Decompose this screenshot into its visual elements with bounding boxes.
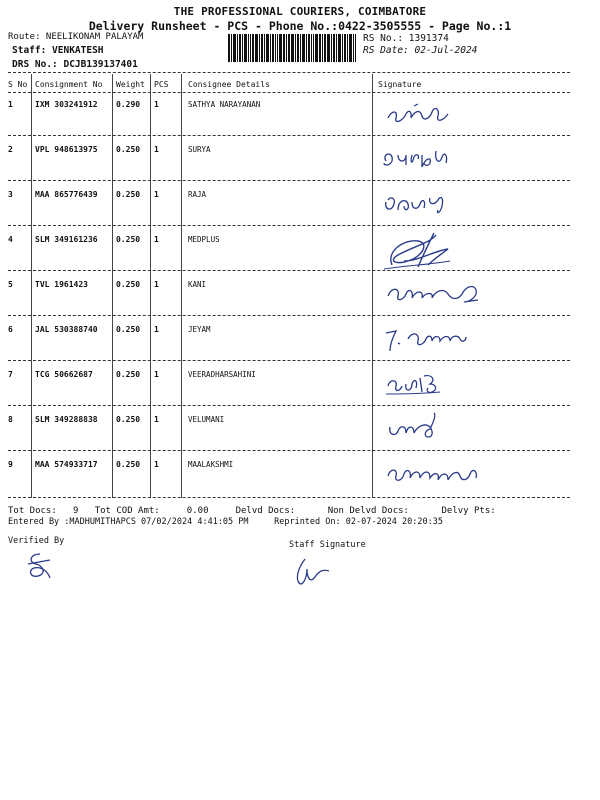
row-consignment: SLM 349161236 bbox=[35, 235, 98, 244]
row-divider bbox=[8, 405, 570, 406]
staff-label: Staff: VENKATESH bbox=[12, 45, 104, 56]
handwritten-signature bbox=[378, 182, 528, 222]
row-divider bbox=[8, 270, 570, 271]
route-label: Route: NEELIKONAM PALAYAM bbox=[8, 32, 144, 42]
row-weight: 0.250 bbox=[116, 280, 141, 289]
row-sno: 6 bbox=[8, 325, 13, 334]
handwritten-signature bbox=[378, 229, 528, 273]
row-pcs: 1 bbox=[154, 460, 159, 469]
row-divider bbox=[8, 450, 570, 451]
row-divider bbox=[8, 135, 570, 136]
row-sno: 4 bbox=[8, 235, 13, 244]
row-weight: 0.250 bbox=[116, 235, 141, 244]
row-pcs: 1 bbox=[154, 190, 159, 199]
handwritten-signature bbox=[378, 272, 528, 312]
row-sno: 2 bbox=[8, 145, 13, 154]
staff-signature bbox=[285, 553, 335, 589]
row-consignment: MAA 574933717 bbox=[35, 460, 98, 469]
row-divider bbox=[8, 315, 570, 316]
table-row bbox=[0, 460, 600, 505]
row-sno: 7 bbox=[8, 370, 13, 379]
row-sno: 5 bbox=[8, 280, 13, 289]
row-consignment: SLM 349288838 bbox=[35, 415, 98, 424]
handwritten-signature bbox=[378, 452, 528, 492]
row-weight: 0.250 bbox=[116, 325, 141, 334]
divider bbox=[8, 72, 570, 73]
row-sno: 1 bbox=[8, 100, 13, 109]
row-sno: 8 bbox=[8, 415, 13, 424]
handwritten-signature bbox=[378, 317, 528, 357]
row-pcs: 1 bbox=[154, 370, 159, 379]
company-name: THE PROFESSIONAL COURIERS, COIMBATORE bbox=[173, 5, 427, 18]
column-header-weight: Weight bbox=[116, 80, 145, 89]
rs-date: RS Date: 02-Jul-2024 bbox=[363, 45, 478, 56]
row-consignee: MEDPLUS bbox=[188, 235, 220, 244]
column-header-sno: S No bbox=[8, 80, 28, 89]
row-consignment: VPL 948613975 bbox=[35, 145, 98, 154]
column-header-consignment: Consignment No bbox=[35, 80, 103, 89]
row-pcs: 1 bbox=[154, 145, 159, 154]
row-consignment: IXM 303241912 bbox=[35, 100, 98, 109]
row-sno: 9 bbox=[8, 460, 13, 469]
row-weight: 0.290 bbox=[116, 100, 141, 109]
row-consignee: VELUMANI bbox=[188, 415, 225, 424]
row-pcs: 1 bbox=[154, 235, 159, 244]
column-header-consignee: Consignee Details bbox=[188, 80, 270, 89]
row-divider bbox=[8, 360, 570, 361]
row-weight: 0.250 bbox=[116, 190, 141, 199]
handwritten-signature bbox=[378, 362, 528, 402]
row-consignee: MAALAKSHMI bbox=[188, 460, 234, 469]
drs-number: DRS No.: DCJB139137401 bbox=[12, 59, 138, 70]
row-consignment: TCG 50662687 bbox=[35, 370, 93, 379]
row-divider bbox=[8, 497, 570, 498]
row-consignee: RAJA bbox=[188, 190, 207, 199]
entered-by-line: Entered By :MADHUMITHAPCS 07/02/2024 4:41:05 PM Reprinted On: 02-07-2024 20:20:35 bbox=[8, 517, 443, 527]
handwritten-signature bbox=[378, 407, 528, 447]
row-consignee: KANI bbox=[188, 280, 207, 289]
totals-line: Tot Docs: 9 Tot COD Amt: 0.00 Delvd Docs: Non Delvd Docs: Delvy Pts: bbox=[8, 506, 496, 516]
rs-number: RS No.: 1391374 bbox=[363, 33, 449, 44]
staff-signature-label: Staff Signature bbox=[289, 540, 366, 550]
column-header-signature: Signature bbox=[378, 80, 422, 89]
row-consignee: JEYAM bbox=[188, 325, 211, 334]
row-pcs: 1 bbox=[154, 280, 159, 289]
row-pcs: 1 bbox=[154, 100, 159, 109]
verifier-signature bbox=[20, 548, 60, 584]
row-pcs: 1 bbox=[154, 325, 159, 334]
row-weight: 0.250 bbox=[116, 145, 141, 154]
row-consignee: VEERADHARSAHINI bbox=[188, 370, 256, 379]
handwritten-signature bbox=[378, 92, 528, 132]
runsheet-title: Delivery Runsheet - PCS - Phone No.:0422-3505555 - Page No.:1 bbox=[88, 19, 512, 33]
row-weight: 0.250 bbox=[116, 370, 141, 379]
row-pcs: 1 bbox=[154, 415, 159, 424]
row-divider bbox=[8, 225, 570, 226]
column-header-pcs: PCS bbox=[154, 80, 169, 89]
barcode-image bbox=[228, 34, 356, 62]
row-weight: 0.250 bbox=[116, 460, 141, 469]
row-consignment: TVL 1961423 bbox=[35, 280, 88, 289]
row-consignee: SURYA bbox=[188, 145, 211, 154]
verified-by-label: Verified By bbox=[8, 536, 65, 546]
row-consignee: SATHYA NARAYANAN bbox=[188, 100, 261, 109]
row-weight: 0.250 bbox=[116, 415, 141, 424]
handwritten-signature bbox=[378, 137, 528, 177]
row-divider bbox=[8, 180, 570, 181]
row-sno: 3 bbox=[8, 190, 13, 199]
row-consignment: JAL 530388740 bbox=[35, 325, 98, 334]
row-consignment: MAA 865776439 bbox=[35, 190, 98, 199]
